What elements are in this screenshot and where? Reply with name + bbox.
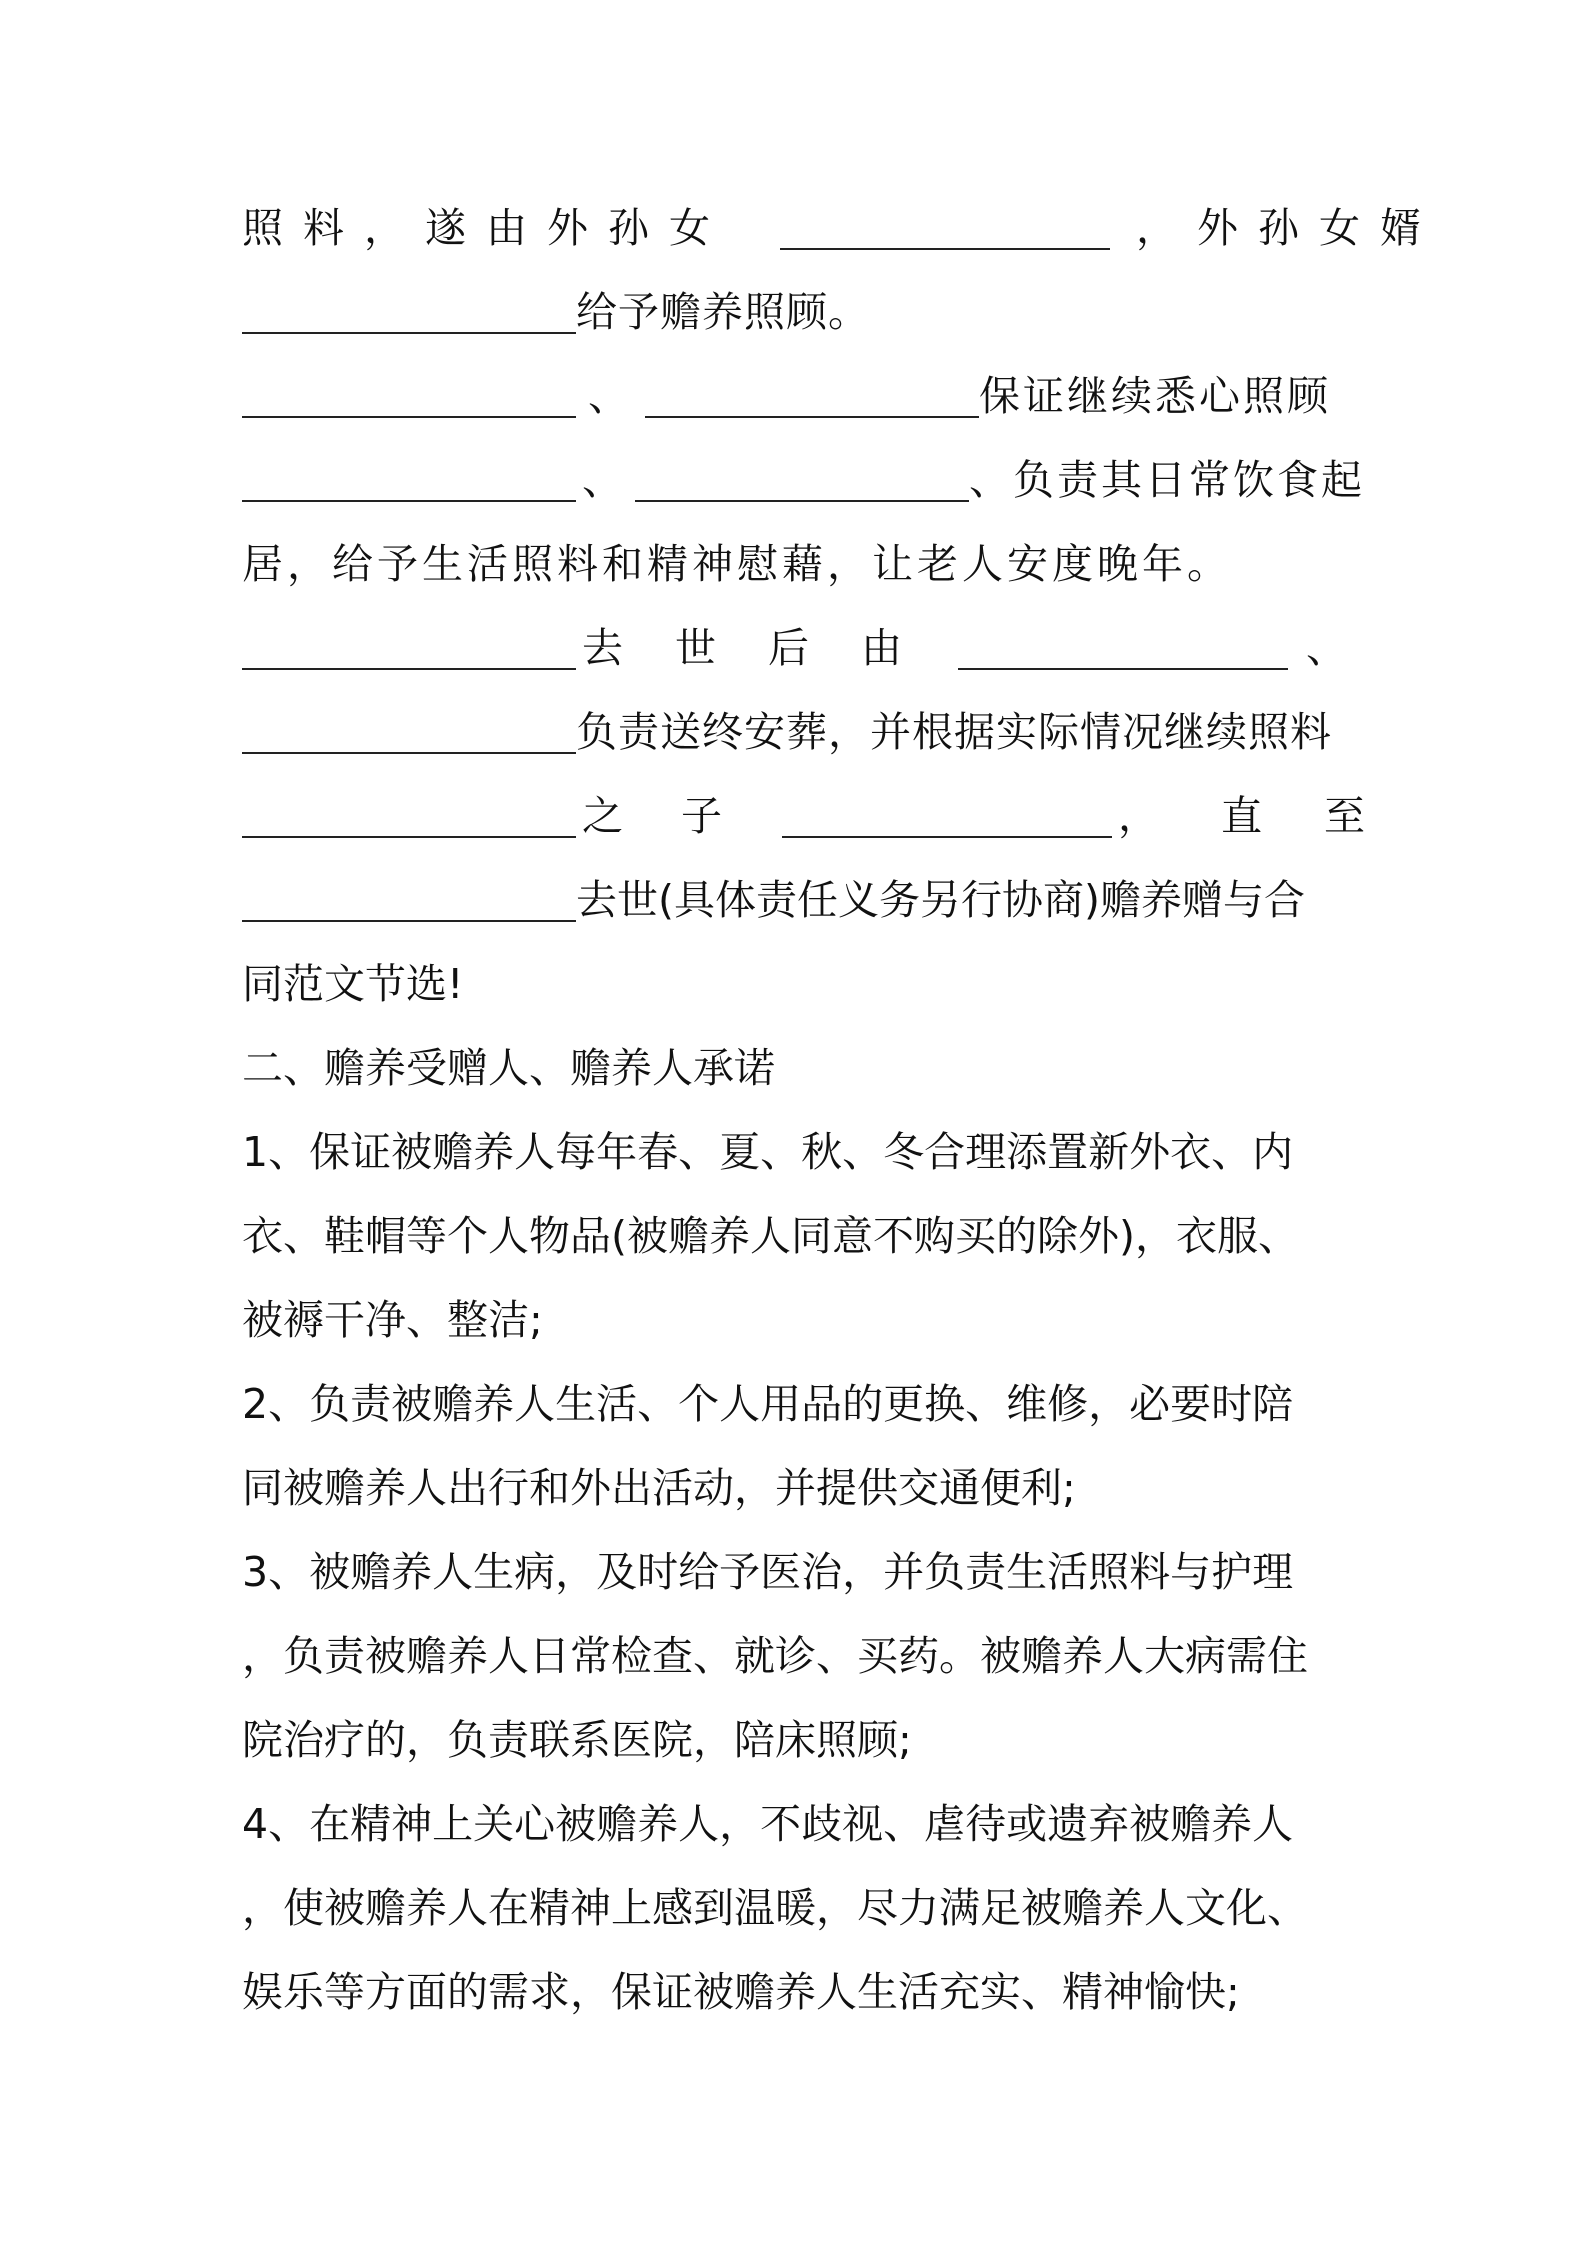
fill-in-blank — [958, 634, 1288, 670]
document-line-15 — [242, 1362, 1356, 1446]
line-text: 、 — [582, 455, 623, 504]
section-heading — [242, 1026, 1356, 1110]
fill-in-blank — [242, 298, 576, 334]
line-text: 居，给予生活照料和精神慰藉，让老人安度晚年。 — [242, 539, 1232, 588]
fill-in-blank — [242, 634, 576, 670]
document-line-6 — [242, 606, 1356, 690]
line-text: 2、负责被赡养人生活、个人用品的更换、维修，必要时陪 — [242, 1379, 1294, 1428]
document-line-9 — [242, 858, 1356, 942]
document-line-2 — [242, 270, 1356, 354]
line-text: 3、被赡养人生病，及时给予医治，并负责生活照料与护理 — [242, 1547, 1294, 1596]
fill-in-blank — [645, 382, 979, 418]
document-line-1 — [242, 186, 1441, 270]
line-text: ，外孙女婿 — [1136, 203, 1441, 252]
document-line-5 — [242, 522, 1356, 606]
fill-in-blank — [782, 802, 1112, 838]
fill-in-blank — [242, 802, 576, 838]
line-text: ，直至 — [1118, 791, 1427, 840]
document-line-13 — [242, 1194, 1356, 1278]
fill-in-blank — [242, 466, 576, 502]
line-text: 负责送终安葬，并根据实际情况继续照料 — [576, 707, 1332, 756]
line-text: 被褥干净、整洁; — [242, 1295, 543, 1344]
document-line-14 — [242, 1278, 1356, 1362]
document-line-17 — [242, 1530, 1356, 1614]
line-text: 去世(具体责任义务另行协商)赡养赠与合 — [576, 875, 1305, 924]
fill-in-blank — [780, 214, 1110, 250]
document-line-20 — [242, 1782, 1356, 1866]
document-line-22 — [242, 1950, 1356, 2034]
document-line-18 — [242, 1614, 1356, 1698]
line-text: 去世后由 — [582, 623, 954, 672]
line-text: 、 — [1306, 623, 1347, 672]
document-line-16 — [242, 1446, 1356, 1530]
line-text: 保证继续悉心照顾 — [979, 371, 1331, 420]
fill-in-blank — [635, 466, 969, 502]
document-line-21 — [242, 1866, 1356, 1950]
line-text: 衣、鞋帽等个人物品(被赡养人同意不购买的除外)，衣服、 — [242, 1211, 1299, 1260]
fill-in-blank — [242, 886, 576, 922]
document-line-8 — [242, 774, 1427, 858]
document-line-10 — [242, 942, 1356, 1026]
document-line-19 — [242, 1698, 1356, 1782]
line-text: ，使被赡养人在精神上感到温暖，尽力满足被赡养人文化、 — [242, 1883, 1308, 1932]
fill-in-blank — [242, 718, 576, 754]
line-text: 二、赡养受赠人、赡养人承诺 — [242, 1043, 775, 1092]
line-text: 1、保证被赡养人每年春、夏、秋、冬合理添置新外衣、内 — [242, 1127, 1294, 1176]
line-text: 4、在精神上关心被赡养人，不歧视、虐待或遗弃被赡养人 — [242, 1799, 1294, 1848]
line-text: 娱乐等方面的需求，保证被赡养人生活充实、精神愉快; — [242, 1967, 1240, 2016]
line-text: ，负责被赡养人日常检查、就诊、买药。被赡养人大病需住 — [242, 1631, 1308, 1680]
line-text: 照料，遂由外孙女 — [242, 203, 730, 252]
line-text: 、 — [588, 371, 629, 420]
line-text: 同范文节选! — [242, 959, 464, 1008]
fill-in-blank — [242, 382, 576, 418]
document-line-7 — [242, 690, 1356, 774]
line-text: 给予赡养照顾。 — [576, 287, 870, 336]
line-text: 之子 — [582, 791, 780, 840]
line-text: 、负责其日常饮食起 — [969, 455, 1365, 504]
line-text: 同被赡养人出行和外出活动，并提供交通便利; — [242, 1463, 1076, 1512]
document-line-4 — [242, 438, 1365, 522]
document-line-12 — [242, 1110, 1356, 1194]
document-line-3 — [242, 354, 1356, 438]
line-text: 院治疗的，负责联系医院，陪床照顾; — [242, 1715, 912, 1764]
